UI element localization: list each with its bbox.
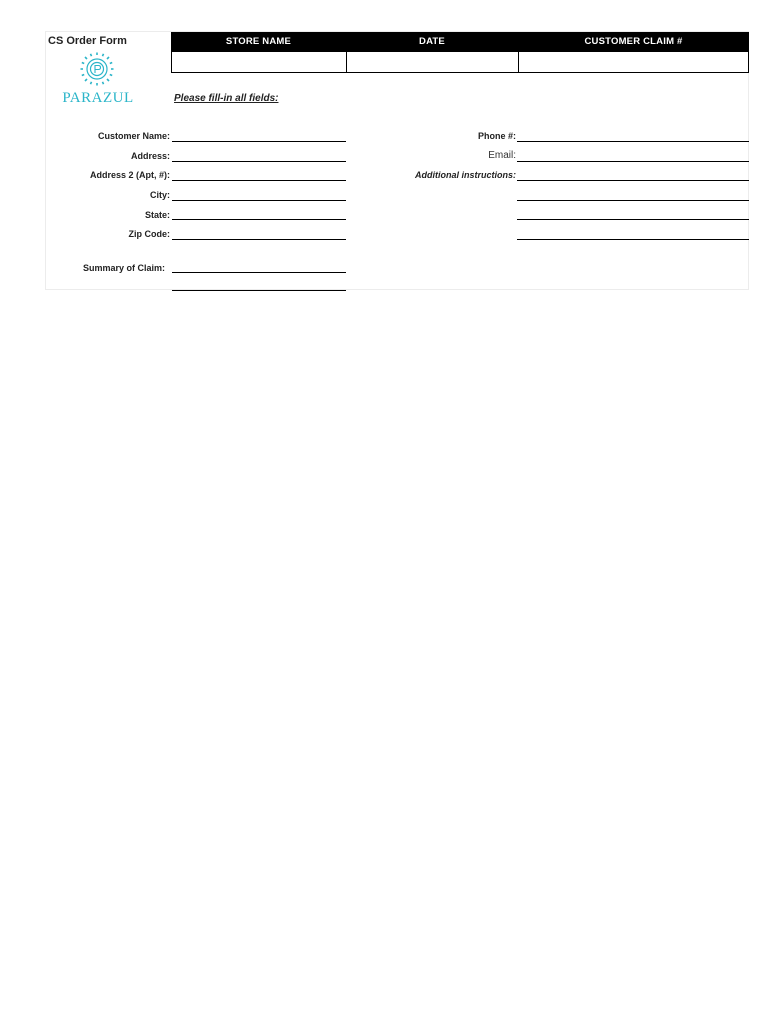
city-label: City:	[150, 190, 170, 200]
address2-label: Address 2 (Apt, #):	[89, 170, 170, 180]
zip-code-label: Zip Code:	[128, 229, 170, 239]
customer-name-line[interactable]	[172, 141, 346, 142]
additional-instructions-line-3[interactable]	[517, 219, 749, 220]
additional-instructions-line-4[interactable]	[517, 239, 749, 240]
summary-of-claim-label: Summary of Claim:	[82, 263, 165, 273]
phone-label: Phone #:	[477, 131, 516, 141]
fill-in-instruction: Please fill-in all fields:	[174, 93, 279, 104]
parazul-logo	[55, 52, 141, 106]
zip-code-line[interactable]	[172, 239, 346, 240]
customer-claim-header: CUSTOMER CLAIM #	[518, 32, 749, 51]
additional-instructions-line-1[interactable]	[517, 180, 749, 181]
date-header: DATE	[346, 32, 518, 51]
svg-text:PARAZUL: PARAZUL	[62, 90, 134, 106]
additional-instructions-label: Additional instructions:	[415, 170, 516, 180]
store-name-header: STORE NAME	[171, 32, 346, 51]
date-field[interactable]	[346, 51, 519, 73]
parazul-sun-medallion-icon	[55, 52, 141, 106]
form-title: CS Order Form	[48, 35, 127, 47]
additional-instructions-line-2[interactable]	[517, 200, 749, 201]
address-line[interactable]	[172, 161, 346, 162]
city-line[interactable]	[172, 200, 346, 201]
store-name-field[interactable]	[171, 51, 347, 73]
address2-line[interactable]	[172, 180, 346, 181]
summary-line-1[interactable]	[172, 272, 346, 273]
phone-line[interactable]	[517, 141, 749, 142]
email-line[interactable]	[517, 161, 749, 162]
state-label: State:	[144, 210, 170, 220]
state-line[interactable]	[172, 219, 346, 220]
email-label: Email:	[488, 150, 516, 161]
customer-name-label: Customer Name:	[97, 131, 170, 141]
summary-line-2[interactable]	[172, 290, 346, 291]
address-label: Address:	[130, 151, 170, 161]
customer-claim-field[interactable]	[518, 51, 749, 73]
